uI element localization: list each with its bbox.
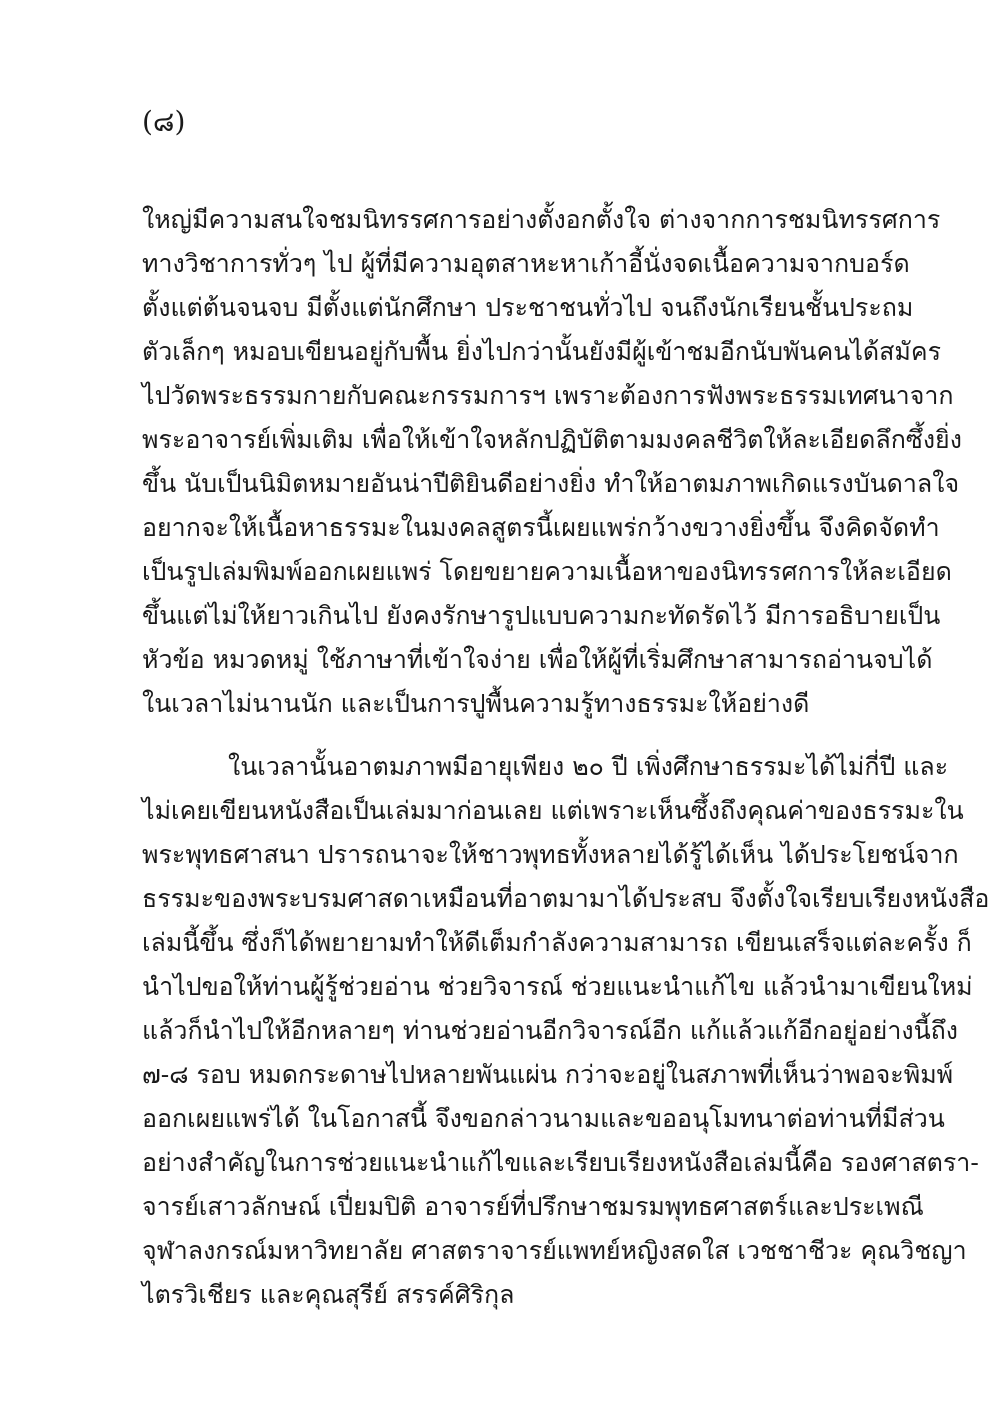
page-number: (๘) bbox=[142, 105, 186, 138]
text-line: ขึ้น นับเป็นนิมิตหมายอันน่าปีติยินดีอย่างยิ่ง ทำให้อาตมภาพเกิดแรงบันดาลใจ bbox=[142, 469, 960, 498]
text-line: ตั้งแต่ต้นจนจบ มีตั้งแต่นักศึกษา ประชาชนทั่วไป จนถึงนักเรียนชั้นประถม bbox=[142, 293, 914, 322]
text-line: ทางวิชาการทั่วๆ ไป ผู้ที่มีความอุตสาหะหาเก้าอี้นั่งจดเนื้อความจากบอร์ด bbox=[142, 249, 910, 278]
text-line: ใหญ่มีความสนใจชมนิทรรศการอย่างตั้งอกตั้งใจ ต่างจากการชมนิทรรศการ bbox=[142, 205, 941, 234]
text-line: ตัวเล็กๆ หมอบเขียนอยู่กับพื้น ยิ่งไปกว่านั้นยังมีผู้เข้าชมอีกนับพันคนได้สมัคร bbox=[142, 337, 942, 366]
text-line: เล่มนี้ขึ้น ซึ่งก็ได้พยายามทำให้ดีเต็มกำลังความสามารถ เขียนเสร็จแต่ละครั้ง ก็ bbox=[142, 928, 972, 957]
text-line: ไตรวิเชียร และคุณสุรีย์ สรรค์ศิริกุล bbox=[142, 1280, 515, 1309]
text-line: ไม่เคยเขียนหนังสือเป็นเล่มมาก่อนเลย แต่เพราะเห็นซึ้งถึงคุณค่าของธรรมะใน bbox=[142, 796, 964, 825]
text-line: พระพุทธศาสนา ปรารถนาจะให้ชาวพุทธทั้งหลายได้รู้ได้เห็น ได้ประโยชน์จาก bbox=[142, 840, 959, 869]
text-line: ขึ้นแต่ไม่ให้ยาวเกินไป ยังคงรักษารูปแบบความกะทัดรัดไว้ มีการอธิบายเป็น bbox=[142, 601, 941, 630]
text-line: เป็นรูปเล่มพิมพ์ออกเผยแพร่ โดยขยายความเนื้อหาของนิทรรศการให้ละเอียด bbox=[142, 557, 952, 586]
text-line: จุฬาลงกรณ์มหาวิทยาลัย ศาสตราจารย์แพทย์หญิงสดใส เวชชาชีวะ คุณวิชญา bbox=[142, 1236, 967, 1265]
text-line: จารย์เสาวลักษณ์ เปี่ยมปิติ อาจารย์ที่ปรึกษาชมรมพุทธศาสตร์และประเพณี bbox=[142, 1192, 924, 1221]
text-line: แล้วก็นำไปให้อีกหลายๆ ท่านช่วยอ่านอีกวิจารณ์อีก แก้แล้วแก้อีกอยู่อย่างนี้ถึง bbox=[142, 1016, 959, 1045]
text-line: นำไปขอให้ท่านผู้รู้ช่วยอ่าน ช่วยวิจารณ์ ช่วยแนะนำแก้ไข แล้วนำมาเขียนใหม่ bbox=[142, 972, 973, 1001]
text-line: ในเวลาไม่นานนัก และเป็นการปูพื้นความรู้ทางธรรมะให้อย่างดี bbox=[142, 689, 810, 718]
text-line: ออกเผยแพร่ได้ ในโอกาสนี้ จึงขอกล่าวนามและขออนุโมทนาต่อท่านที่มีส่วน bbox=[142, 1104, 945, 1133]
text-line: หัวข้อ หมวดหมู่ ใช้ภาษาที่เข้าใจง่าย เพื่อให้ผู้ที่เริ่มศึกษาสามารถอ่านจบได้ bbox=[142, 645, 933, 674]
text-line: พระอาจารย์เพิ่มเติม เพื่อให้เข้าใจหลักปฏิบัติตามมงคลชีวิตให้ละเอียดลึกซึ้งยิ่ง bbox=[142, 425, 962, 454]
text-line: ธรรมะของพระบรมศาสดาเหมือนที่อาตมามาได้ประสบ จึงตั้งใจเรียบเรียงหนังสือ bbox=[142, 884, 990, 913]
text-line: อยากจะให้เนื้อหาธรรมะในมงคลสูตรนี้เผยแพร่กว้างขวางยิ่งขึ้น จึงคิดจัดทำ bbox=[142, 513, 940, 542]
text-line: ในเวลานั้นอาตมภาพมีอายุเพียง ๒๐ ปี เพิ่งศึกษาธรรมะได้ไม่กี่ปี และ bbox=[228, 752, 949, 781]
text-line: อย่างสำคัญในการช่วยแนะนำแก้ไขและเรียบเรียงหนังสือเล่มนี้คือ รองศาสตรา- bbox=[142, 1148, 979, 1177]
text-line: ๗-๘ รอบ หมดกระดาษไปหลายพันแผ่น กว่าจะอยู่ในสภาพที่เห็นว่าพอจะพิมพ์ bbox=[142, 1060, 954, 1089]
text-line: ไปวัดพระธรรมกายกับคณะกรรมการฯ เพราะต้องการฟังพระธรรมเทศนาจาก bbox=[142, 381, 954, 410]
